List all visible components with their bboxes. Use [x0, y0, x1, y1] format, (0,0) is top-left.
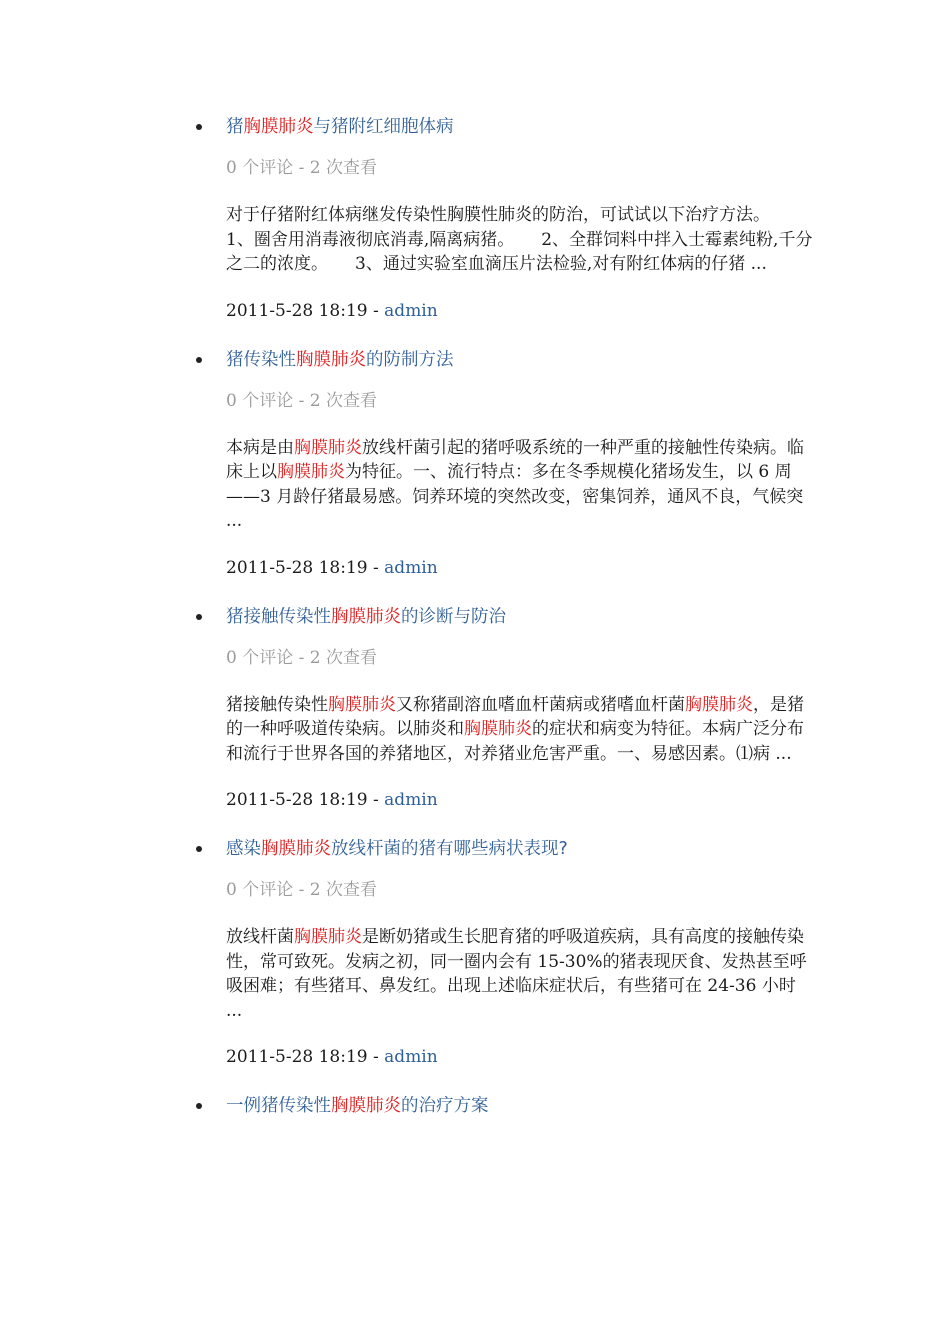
result-list: [0, 110, 950, 1123]
text-segment: 猪: [226, 117, 244, 137]
highlight-keyword: 胸膜肺炎: [328, 694, 396, 715]
result-item: [0, 1089, 816, 1123]
result-item: [0, 600, 816, 813]
result-title-link[interactable]: [226, 117, 454, 137]
bullet-icon: [196, 614, 202, 620]
bullet-icon: [196, 124, 202, 130]
separator: -: [367, 300, 385, 321]
highlight-keyword: 胸膜肺炎: [277, 462, 345, 482]
highlight-keyword: 胸膜肺炎: [294, 927, 362, 947]
text-segment: 是断奶猪或生长肥育猪的呼吸道疾病，具有高度的接触传染性，常可致死。发病之初，同一圈内会有 15-30%的猪表现厌食、发热甚至呼吸困难；有些猪耳、鼻发红。出现上述临床症状后，有些猪可在 24-36 小时 ...: [226, 927, 807, 1021]
result-item: [0, 343, 816, 580]
post-date: 2011-5-28 18:19: [226, 300, 368, 321]
result-title-link[interactable]: [226, 607, 506, 627]
highlight-keyword: 胸膜肺炎: [296, 349, 366, 370]
text-segment: 的症状和病变为特征。本病广泛分布和流行于世界各国的养猪地区，对养猪业危害严重。一、易感因素。⑴病 ...: [226, 719, 804, 764]
text-segment: 的防制方法: [366, 349, 454, 370]
result-title-link[interactable]: [226, 839, 568, 859]
result-snippet: [226, 925, 816, 1023]
highlight-keyword: 胸膜肺炎: [294, 437, 362, 458]
bullet-icon: [196, 357, 202, 363]
result-stats: 0 个评论 - 2 次查看: [226, 390, 377, 411]
text-segment: 为特征。一、流行特点：多在冬季规模化猪场发生，以 6 周——3 月龄仔猪最易感。饲养环境的突然改变，密集饲养，通风不良，气候突 ...: [226, 462, 809, 531]
result-title-link[interactable]: [226, 1096, 489, 1116]
text-segment: 猪接触传染性: [226, 694, 328, 715]
author-link[interactable]: admin: [384, 1047, 438, 1067]
highlight-keyword: 胸膜肺炎: [331, 606, 401, 627]
result-snippet: [226, 203, 816, 277]
author-link[interactable]: admin: [384, 557, 438, 578]
text-segment: 本病是由: [226, 437, 294, 458]
result-stats: 0 个评论 - 2 次查看: [226, 880, 377, 900]
text-segment: 放线杆菌: [226, 927, 294, 947]
post-date: 2011-5-28 18:19: [226, 790, 368, 810]
result-footer: [226, 1045, 816, 1069]
highlight-keyword: 胸膜肺炎: [243, 117, 314, 137]
bullet-icon: [196, 846, 202, 852]
text-segment: ，是猪的一种呼吸道传染病。以肺炎和: [226, 694, 804, 739]
highlight-keyword: 胸膜肺炎: [261, 839, 331, 859]
result-footer: [226, 299, 816, 323]
text-segment: 的诊断与防治: [401, 606, 506, 627]
result-stats: 0 个评论 - 2 次查看: [226, 158, 377, 178]
result-item: [0, 110, 816, 323]
result-snippet: [226, 693, 816, 767]
post-date: 2011-5-28 18:19: [226, 557, 368, 578]
result-footer: [226, 788, 816, 812]
text-segment: 与猪附红细胞体病: [313, 117, 454, 137]
result-title-link[interactable]: [226, 350, 454, 370]
separator: -: [367, 790, 385, 810]
result-stats: 0 个评论 - 2 次查看: [226, 647, 377, 668]
post-date: 2011-5-28 18:19: [226, 1047, 368, 1067]
text-segment: 放线杆菌引起的猪呼吸系统的一种严重的接触性传染病。临床上以: [226, 437, 804, 482]
result-footer: [226, 556, 816, 580]
separator: -: [367, 1047, 385, 1067]
highlight-keyword: 胸膜肺炎: [464, 719, 532, 739]
text-segment: 对于仔猪附红体病继发传染性胸膜性肺炎的防治，可试试以下治疗方法。 1、圈舍用消毒液彻底消毒,隔离病猪。 2、全群饲料中拌入士霉素纯粉,千分之二的浓度。 3、通过实验室血滴压片法检验,对有附红体病的仔猪 ...: [226, 205, 813, 274]
bullet-icon: [196, 1103, 202, 1109]
text-segment: 的治疗方案: [401, 1096, 489, 1116]
text-segment: 感染: [226, 839, 261, 859]
author-link[interactable]: admin: [384, 300, 438, 321]
separator: -: [367, 557, 385, 578]
result-item: [0, 832, 816, 1069]
text-segment: 放线杆菌的猪有哪些病状表现?: [331, 839, 568, 859]
text-segment: 猪接触传染性: [226, 606, 331, 627]
highlight-keyword: 胸膜肺炎: [331, 1096, 401, 1116]
highlight-keyword: 胸膜肺炎: [685, 694, 753, 715]
text-segment: 又称猪副溶血嗜血杆菌病或猪嗜血杆菌: [396, 694, 685, 715]
result-snippet: [226, 436, 816, 534]
text-segment: 猪传染性: [226, 349, 296, 370]
text-segment: 一例猪传染性: [226, 1096, 331, 1116]
author-link[interactable]: admin: [384, 790, 438, 810]
